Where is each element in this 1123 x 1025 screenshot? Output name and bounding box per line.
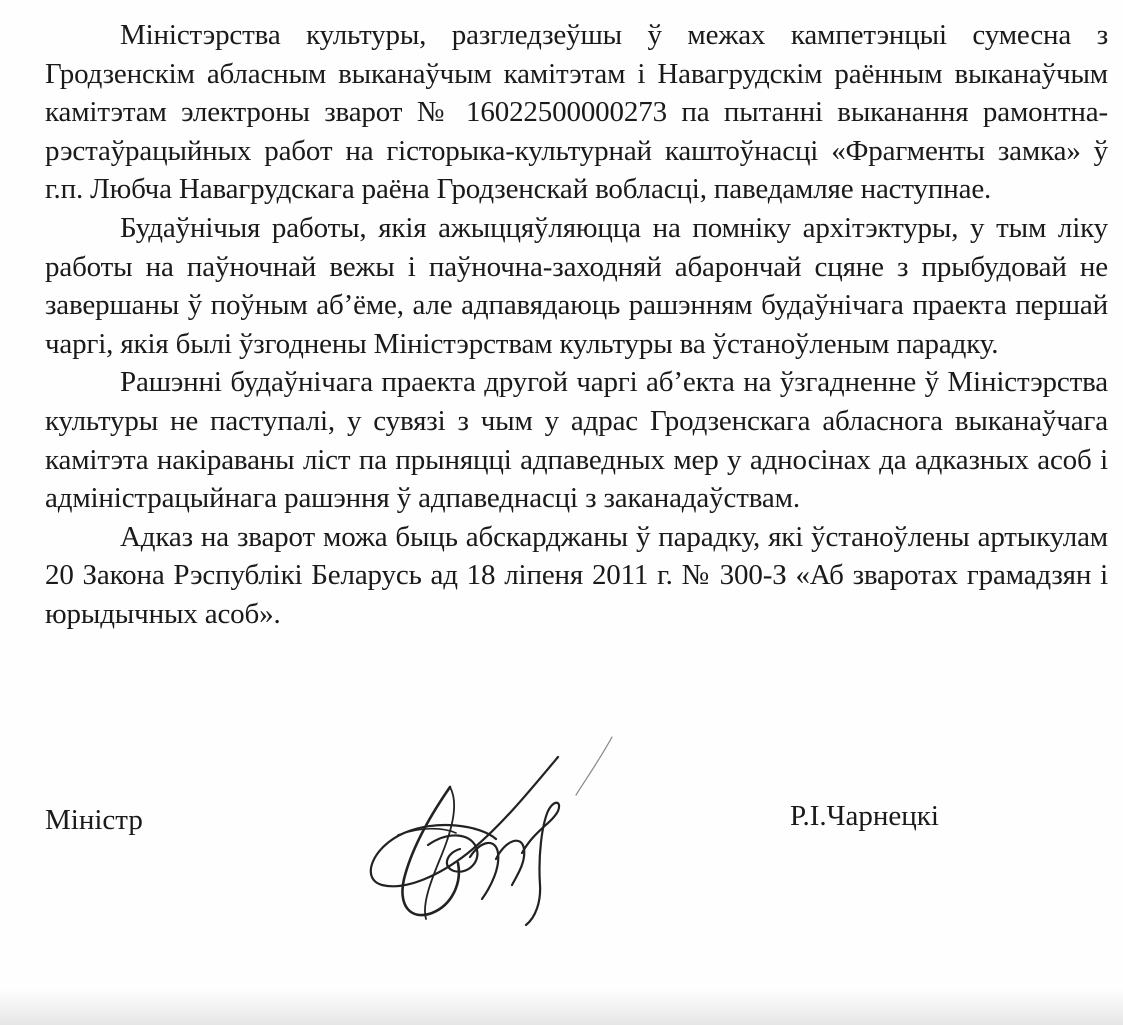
letter-body [45,16,1108,634]
handwritten-signature-icon [300,735,640,935]
scan-edge-shadow [0,989,1123,1025]
paragraph-3: Рашэнні будаўнічага праекта другой чаргі аб’екта на ўзгадненне ў Міністэрства культуры не паступалі, у сувязі з чым у адрас Гродзенскага абласнога выканаўчага камітэта накіраваны ліст па прыняцці адпаведных мер у адносінах да адказных асоб і адміністрацыйнага рашэння ў адпаведнасці з заканадаўствам. [45,366,1108,515]
paragraph-4: Адказ на зварот можа быць абскарджаны ў парадку, які ўстаноўлены артыкулам 20 Закона Рэспублікі Беларусь ад 18 ліпеня 2011 г. № 300-З «Аб зваротах грамадзян і юрыдычных асоб». [45,520,1108,630]
paragraph-2: Будаўнічыя работы, якія ажыццяўляюцца на помніку архітэктуры, у тым ліку работы на паўночнай вежы і паўночна-заходняй абарончай сцяне з прыбудовай не завершаны ў поўным аб’ёме, але адпавядаюць рашэнням будаўнічага праекта першай чаргі, якія былі ўзгоднены Міністэрствам культуры ва ўстаноўленым парадку. [45,211,1108,360]
paragraph-1: Міністэрства культуры, разгледзеўшы ў межах кампетэнцыі сумесна з Гродзенскім абласным выканаўчым камітэтам і Навагрудскім раённым выканаўчым камітэтам электроны зварот № 16022500000273 па пытанні выканання рамонтна-рэстаўрацыйных работ на гісторыка-культурнай каштоўнасці «Фрагменты замка» ў г.п. Любча Навагрудскага раёна Гродзенскай вобласці, паведамляе наступнае. [45,19,1108,206]
position-title: Міністр [45,804,143,836]
signer-name: Р.І.Чарнецкі [790,800,939,832]
